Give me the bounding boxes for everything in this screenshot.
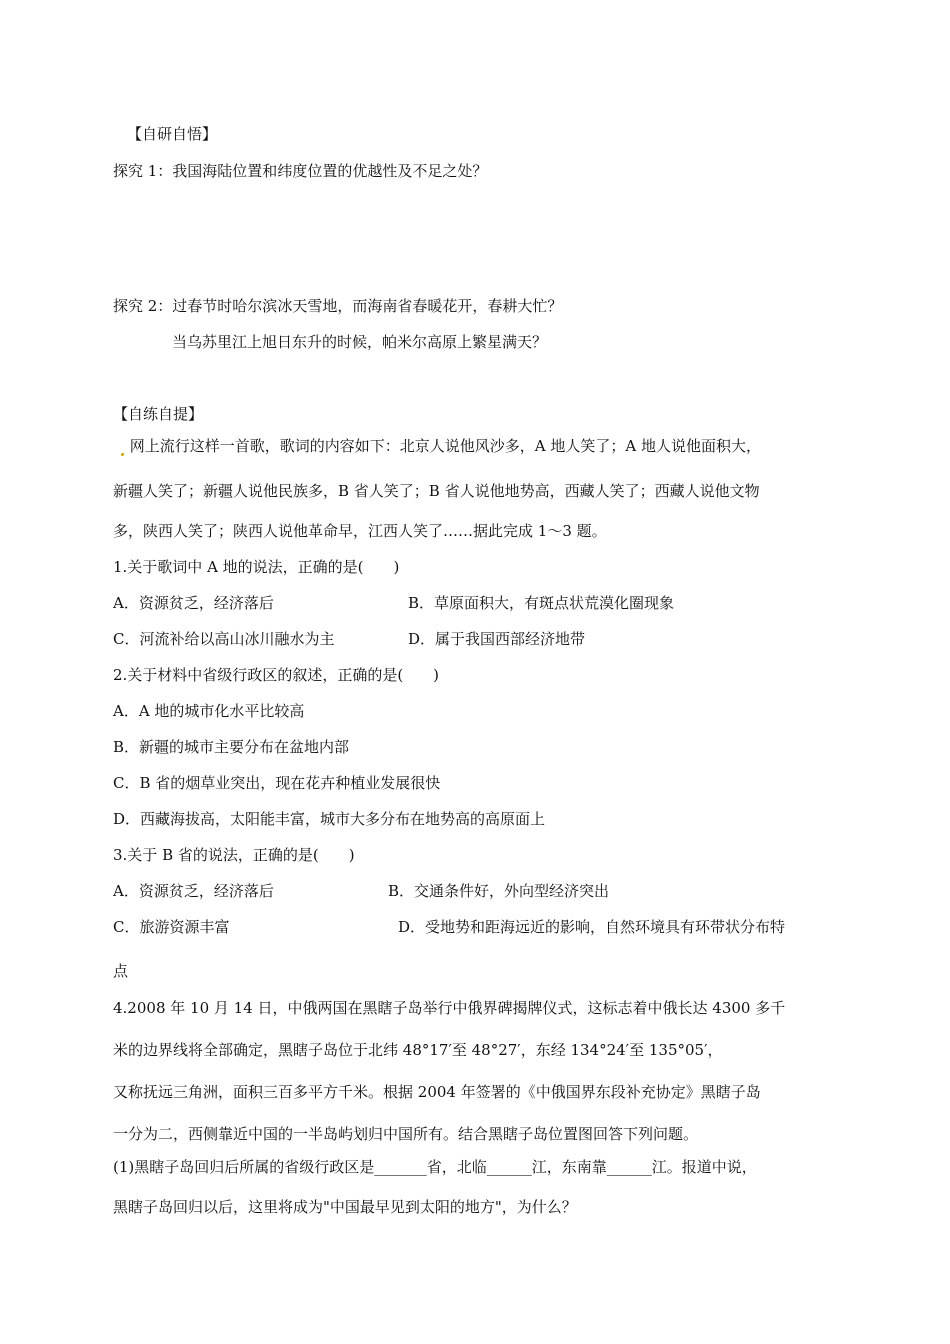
question-3-stem: 3.关于 B 省的说法，正确的是( ): [113, 846, 355, 864]
question-4-sub-1-line-2: 黑瞎子岛回归以后，这里将成为"中国最早见到太阳的地方"，为什么？: [113, 1198, 577, 1216]
mark-dot: [121, 453, 124, 456]
question-1-stem: 1.关于歌词中 A 地的说法，正确的是( ): [113, 558, 400, 576]
question-3-option-b: B．交通条件好，外向型经济突出: [388, 882, 610, 900]
question-3-option-d-continued: 点: [113, 962, 129, 980]
question-1-option-b: B．草原面积大，有斑点状荒漠化圈现象: [408, 594, 675, 612]
question-4-line-3: 又称抚远三角洲，面积三百多平方千米。根据 2004 年签署的《中俄国界东段补充协定》黑瞎子岛: [113, 1083, 761, 1101]
intro-line-1-wrap: [120, 436, 761, 456]
section-heading-self-study: 【自研自悟】: [127, 125, 218, 143]
question-1-option-d: D．属于我国西部经济地带: [408, 630, 586, 648]
question-2-option-b: B．新疆的城市主要分布在盆地内部: [113, 738, 350, 756]
question-2-stem: 2.关于材料中省级行政区的叙述，正确的是( ): [113, 666, 440, 684]
question-2-option-c: C．B 省的烟草业突出，现在花卉种植业发展很快: [113, 774, 441, 792]
question-4-line-2: 米的边界线将全部确定，黑瞎子岛位于北纬 48°17′至 48°27′，东经 134°24′至 135°05′，: [113, 1041, 723, 1059]
inquiry-2-line-1: 探究 2：过春节时哈尔滨冰天雪地，而海南省春暖花开，春耕大忙？: [113, 297, 563, 315]
question-2-option-a: A．A 地的城市化水平比较高: [113, 702, 305, 720]
question-4-line-1: 4.2008 年 10 月 14 日，中俄两国在黑瞎子岛举行中俄界碑揭牌仪式，这标志着中俄长达 4300 多千: [113, 999, 786, 1017]
intro-line-1: 网上流行这样一首歌，歌词的内容如下：北京人说他风沙多，A 地人笑了；A 地人说他面积大，: [129, 437, 761, 455]
question-1-option-a: A．资源贫乏，经济落后: [113, 594, 274, 612]
question-3-option-d: D．受地势和距海远近的影响，自然环境具有环带状分布特: [398, 918, 786, 936]
question-4-sub-1-line-1: (1)黑瞎子岛回归后所属的省级行政区是_______省，北临______江，东南靠______江。报道中说，: [113, 1158, 757, 1176]
question-1-option-c: C．河流补给以高山冰川融水为主: [113, 630, 335, 648]
inquiry-1: 探究 1：我国海陆位置和纬度位置的优越性及不足之处？: [113, 162, 488, 180]
question-4-line-4: 一分为二，西侧靠近中国的一半岛屿划归中国所有。结合黑瞎子岛位置图回答下列问题。: [113, 1125, 699, 1143]
question-2-option-d: D．西藏海拔高，太阳能丰富，城市大多分布在地势高的高原面上: [113, 810, 546, 828]
inquiry-2-line-2: 当乌苏里江上旭日东升的时候，帕米尔高原上繁星满天？: [172, 333, 548, 351]
intro-line-3: 多，陕西人笑了；陕西人说他革命早，江西人笑了……据此完成 1～3 题。: [113, 522, 607, 540]
intro-line-2: 新疆人笑了；新疆人说他民族多，B 省人笑了；B 省人说他地势高，西藏人笑了；西藏人说他文物: [113, 482, 760, 500]
question-3-option-c: C．旅游资源丰富: [113, 918, 230, 936]
section-heading-self-practice: 【自练自提】: [113, 405, 204, 423]
question-3-option-a: A．资源贫乏，经济落后: [113, 882, 274, 900]
